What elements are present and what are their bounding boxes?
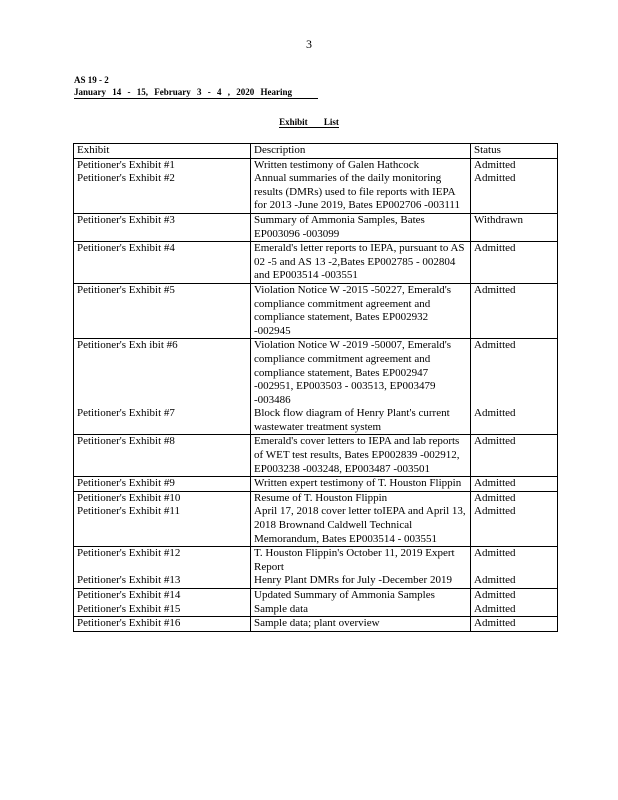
status-entry: Admitted — [474, 547, 516, 560]
table-row — [74, 477, 558, 492]
table-row — [74, 547, 558, 589]
case-caption — [74, 74, 318, 99]
exhibit-entry: Petitioner's Exhibit #7 — [77, 406, 175, 419]
status-cell — [471, 283, 558, 338]
status-cell — [471, 213, 558, 241]
description-entry: Written expert testimony of T. Houston Flippin — [254, 477, 462, 490]
table-row — [74, 435, 558, 477]
description-cell — [251, 339, 471, 435]
description-entry: Written testimony of Galen Hathcock — [254, 158, 420, 171]
description-entry: Emerald's letter reports to IEPA, pursuant to AS 02 -5 and AS 13 -2,Bates EP002785 - 002804 and EP003514 -003551 — [254, 242, 465, 282]
table-row — [74, 491, 558, 546]
description-entry: Sample data; plant overview — [254, 617, 380, 630]
exhibit-entry: Petitioner's Exhibit #12 — [77, 547, 181, 560]
exhibit-entry: Petitioner's Exhibit #13 — [77, 573, 181, 586]
status-cell — [471, 477, 558, 492]
status-entry: Withdrawn — [474, 213, 524, 226]
exhibit-entry: Petitioner's Exhibit #5 — [77, 283, 175, 296]
table-row — [74, 213, 558, 241]
description-cell — [251, 435, 471, 477]
exhibit-list-title-text: Exhibit List — [279, 117, 339, 127]
status-cell — [471, 617, 558, 632]
status-cell — [471, 339, 558, 435]
table-header-row — [74, 144, 558, 159]
table-row — [74, 589, 558, 617]
description-cell — [251, 589, 471, 617]
table-row — [74, 242, 558, 284]
description-cell — [251, 491, 471, 546]
exhibit-cell — [74, 491, 251, 546]
table-row — [74, 158, 558, 213]
exhibit-list-title — [0, 117, 618, 127]
description-cell — [251, 547, 471, 589]
hearing-dates: January 14 - 15, February 3 - 4 , 2020 Hearing — [74, 86, 318, 99]
exhibit-cell — [74, 435, 251, 477]
status-cell — [471, 491, 558, 546]
description-cell — [251, 213, 471, 241]
exhibit-entry: Petitioner's Exhibit #8 — [77, 435, 175, 448]
exhibit-entry: Petitioner's Exhibit #1 — [77, 158, 175, 171]
status-entry: Admitted — [474, 158, 516, 171]
status-entry: Admitted — [474, 172, 516, 185]
description-cell — [251, 617, 471, 632]
description-entry: Henry Plant DMRs for July -December 2019 — [254, 574, 452, 587]
exhibit-entry: Petitioner's Exhibit #10 — [77, 491, 181, 504]
exhibit-entry: Petitioner's Exhibit #2 — [77, 172, 175, 185]
exhibit-entry: Petitioner's Exhibit #9 — [77, 477, 175, 490]
description-entry: Resume of T. Houston Flippin — [254, 491, 388, 504]
exhibit-entry: Petitioner's Exhibit #11 — [77, 505, 181, 518]
description-cell — [251, 477, 471, 492]
description-entry: T. Houston Flippin's October 11, 2019 Expert Report — [254, 547, 455, 573]
status-cell — [471, 435, 558, 477]
table-row — [74, 617, 558, 632]
status-cell — [471, 242, 558, 284]
description-entry: Annual summaries of the daily monitoring results (DMRs) used to file reports with IEPA for 2013 -June 2019, Bates EP002706 -003111 — [254, 172, 461, 212]
exhibit-cell — [74, 617, 251, 632]
status-entry: Admitted — [474, 573, 516, 586]
header-description: Description — [251, 144, 471, 159]
description-cell — [251, 158, 471, 213]
exhibit-cell — [74, 283, 251, 338]
exhibit-cell — [74, 589, 251, 617]
description-entry: Summary of Ammonia Samples, Bates EP003096 -003099 — [254, 213, 425, 240]
status-entry: Admitted — [474, 491, 516, 504]
status-entry: Admitted — [474, 242, 516, 255]
status-entry: Admitted — [474, 435, 516, 448]
description-entry: Violation Notice W -2019 -50007, Emerald's compliance commitment agreement and compliance statement, Bates EP002947 -002951, EP003503 - 003513, EP003479 -003486 — [254, 339, 452, 406]
status-cell — [471, 589, 558, 617]
description-entry: Updated Summary of Ammonia Samples — [254, 589, 435, 601]
description-cell — [251, 242, 471, 284]
status-entry: Admitted — [474, 589, 516, 601]
exhibit-cell — [74, 477, 251, 492]
exhibit-cell — [74, 158, 251, 213]
description-entry: Sample data — [254, 602, 309, 615]
exhibit-entry: Petitioner's Exhibit #15 — [77, 602, 181, 615]
exhibit-entry: Petitioner's Exh ibit #6 — [77, 339, 178, 352]
status-entry: Admitted — [474, 602, 516, 615]
description-entry: April 17, 2018 cover letter toIEPA and April 13, 2018 Brownand Caldwell Technical Memorandum, Bates EP003514 - 003551 — [254, 505, 466, 545]
exhibit-cell — [74, 242, 251, 284]
exhibit-cell — [74, 339, 251, 435]
exhibit-cell — [74, 213, 251, 241]
table-row — [74, 339, 558, 435]
table-row — [74, 283, 558, 338]
description-entry: Block flow diagram of Henry Plant's current wastewater treatment system — [254, 407, 450, 433]
exhibit-entry: Petitioner's Exhibit #3 — [77, 213, 175, 226]
status-entry: Admitted — [474, 505, 516, 518]
status-cell — [471, 158, 558, 213]
case-number: AS 19 - 2 — [74, 75, 109, 85]
exhibit-table — [73, 143, 558, 632]
description-entry: Emerald's cover letters to IEPA and lab reports of WET test results, Bates EP002839 -002912, EP003238 -003248, EP003487 -003501 — [254, 435, 460, 475]
header-status: Status — [471, 144, 558, 159]
exhibit-entry: Petitioner's Exhibit #14 — [77, 589, 181, 601]
status-entry: Admitted — [474, 406, 516, 419]
status-cell — [471, 547, 558, 589]
status-entry: Admitted — [474, 617, 516, 630]
status-entry: Admitted — [474, 339, 516, 352]
header-exhibit: Exhibit — [74, 144, 251, 159]
exhibit-entry: Petitioner's Exhibit #4 — [77, 242, 175, 255]
exhibit-entry: Petitioner's Exhibit #16 — [77, 617, 181, 630]
status-entry: Admitted — [474, 477, 516, 490]
exhibit-cell — [74, 547, 251, 589]
status-entry: Admitted — [474, 283, 516, 296]
description-entry: Violation Notice W -2015 -50227, Emerald's compliance commitment agreement and compliance statement, Bates EP002932 -002945 — [254, 283, 452, 337]
description-cell — [251, 283, 471, 338]
page-number: 3 — [306, 37, 312, 51]
